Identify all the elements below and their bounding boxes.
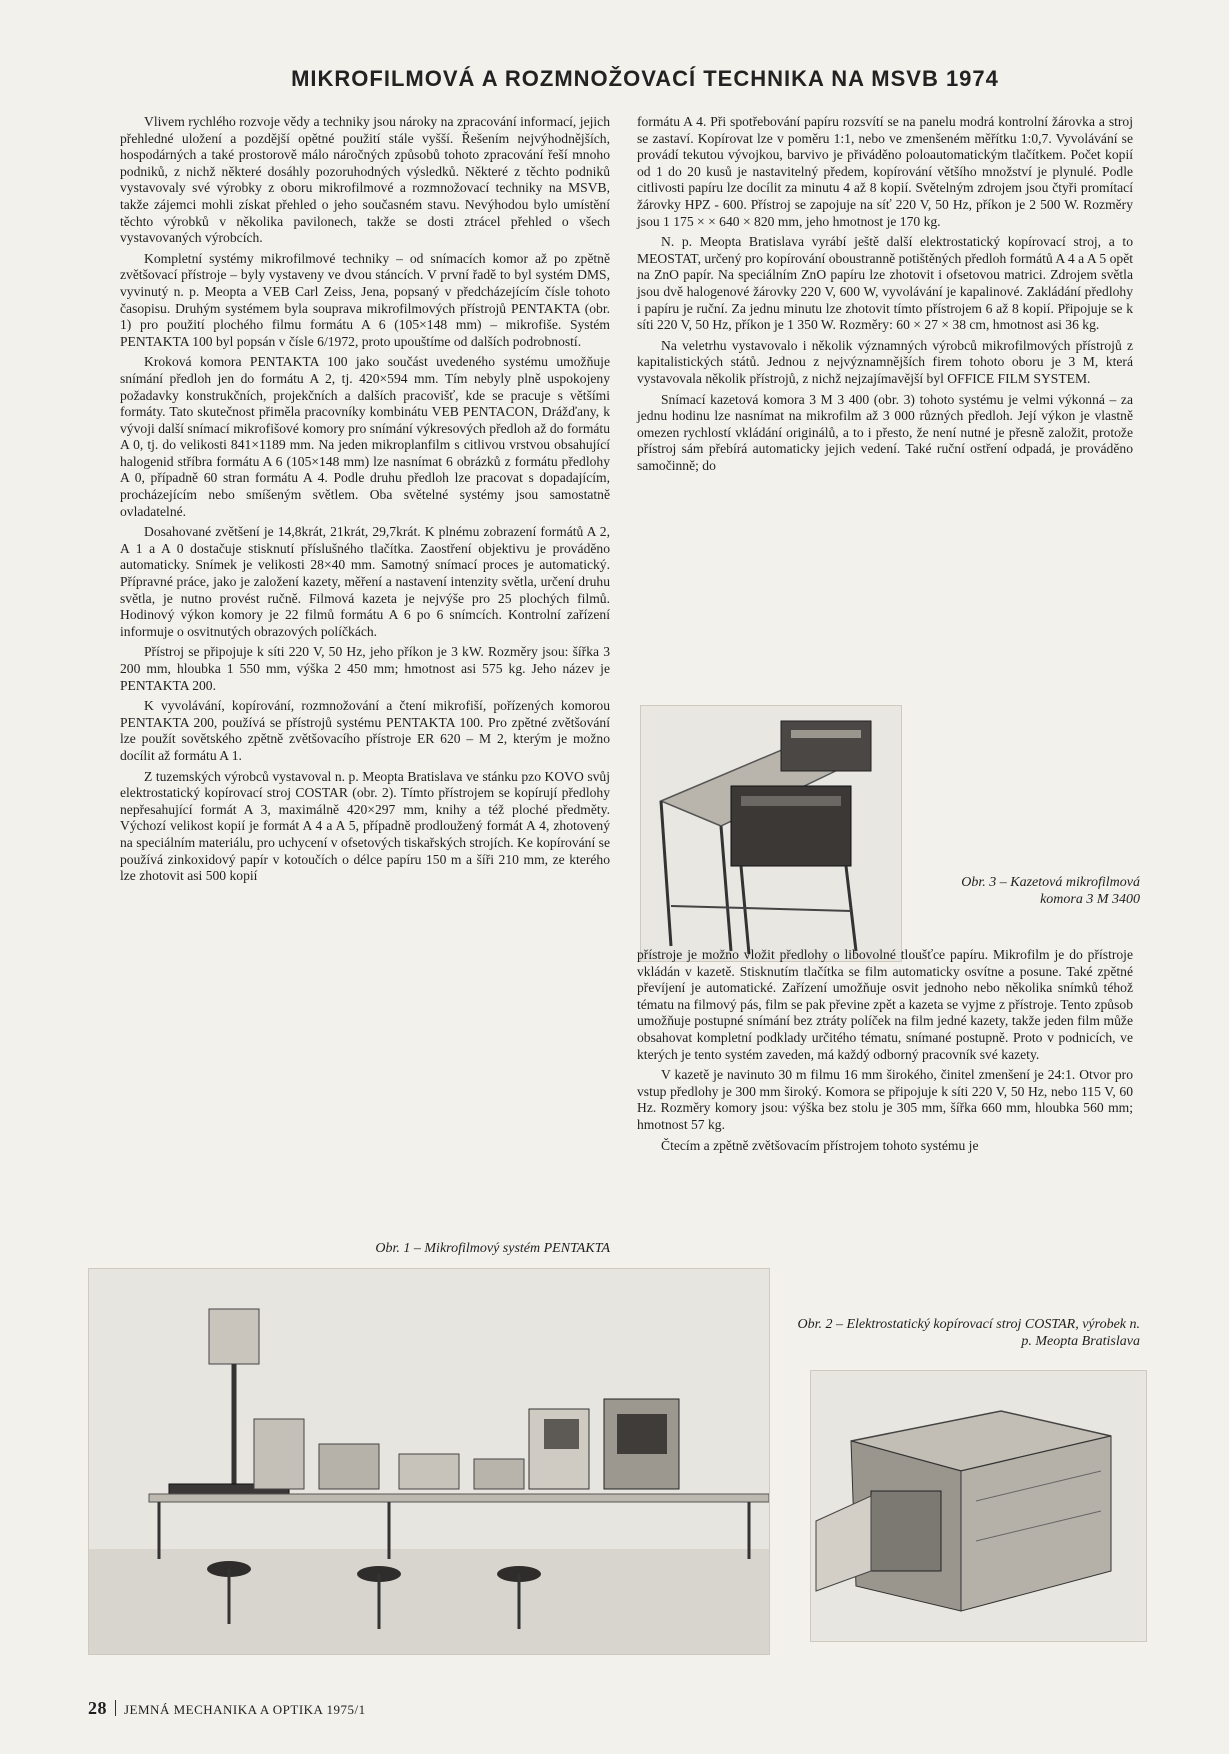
paragraph: Z tuzemských výrobců vystavoval n. p. Meopta Bratislava ve stánku pzo KOVO svůj elektrostatický kopírovací stroj COSTAR (obr. 2). Tímto přístrojem se kopírují předlohy nepřesahující formát A 3, maximálně 420×297 mm, knihy a též ploché předměty. Výchozí velikost kopií je formát A 4 a A 5, případně prodloužený formát A 4, zhotovený na speciálním materiálu, pro uchycení v ofsetových tiskařských strojích. Ke kopírování se používá zinkoxidový papír v kotoučích o délce papíru 150 m a šíři 210 mm, ze kterého lze zhotovit asi 500 kopií (120, 768, 610, 884)
right-column-top (637, 114, 1133, 478)
paragraph: Čtecím a zpětně zvětšovacím přístrojem tohoto systému je (661, 1137, 979, 1153)
left-column (120, 114, 610, 889)
figure-1-photo (88, 1268, 770, 1655)
paragraph: V kazetě je navinuto 30 m filmu 16 mm širokého, činitel zmenšení je 24:1. Otvor pro vstup předlohy je 300 mm široký. Komora se připojuje k síti 220 V, 50 Hz, nebo 115 V, 60 Hz. Rozměry komory jsou: výška bez stolu je 305 mm, šířka 660 mm, hloubka 560 mm; hmotnost 57 kg. (637, 1067, 1133, 1132)
paragraph: Dosahované zvětšení je 14,8krát, 21krát, 29,7krát. K plnému zobrazení formátů A 2, A 1 a A 0 dostačuje stisknutí příslušného tlačítka. Zaostření objektivu je prováděno automaticky. Snímek je velikosti 28×40 mm. Samotný snímací proces je automatický. Přípravné práce, jako je založení kazety, měření a nastavení intenzity světla, určení druhu světla, je nutno provést ručně. Filmová kazeta je nejvýše pro 25 plochých filmů. Hodinový výkon komory je 22 filmů formátu A 6 po 6 snímcích. Kontrolní zařízení informuje o osvitnutých obrazových políčkách. (120, 524, 610, 639)
paragraph: K vyvolávání, kopírování, rozmnožování a čtení mikrofiší, pořízených komorou PENTAKTA 200, používá se přístrojů systému PENTAKTA 100. Pro zpětné zvětšování lze použít sovětského zpětně zvětšovacího přístroje ER 620 – M 2, kterým je možno docílit až formátu A 1. (120, 698, 610, 763)
page-footer (88, 1698, 366, 1719)
figure-2-photo (810, 1370, 1147, 1642)
footer-divider (115, 1700, 116, 1716)
paragraph: Přístroj se připojuje k síti 220 V, 50 Hz, jeho příkon je 3 kW. Rozměry jsou: šířka 3 200 mm, hloubka 1 550 mm, výška 2 450 mm; hmotnost asi 575 kg. Jeho název je PENTAKTA 200. (120, 644, 610, 693)
right-column-middle (637, 947, 1133, 1158)
paragraph: Kompletní systémy mikrofilmové techniky – od snímacích komor až po zpětně zvětšovací přístroje – byly vystaveny ve dvou stáncích. V první řadě to byl systém DMS, vyvinutý n. p. Meopta a VEB Carl Zeiss, Jena, popsaný v předcházejícím čísle tohoto časopisu. Druhým systémem byla souprava mikrofilmových přístrojů PENTAKTA (obr. 1) pro použití plochého filmu formátu A 6 (105×148 mm) – mikrofiše. Systém PENTAKTA 100 byl popsán v čísle 6/1972, proto upouštíme od dalších podrobností. (120, 250, 610, 349)
paragraph: Na veletrhu vystavovalo i několik významných výrobců mikrofilmových přístrojů z kapitalistických států. Jednou z nejvýznamnějších firem tohoto oboru je 3 M, která vystavovala několik přístrojů, z nichž nejzajímavější byl OFFICE FILM SYSTEM. (637, 337, 1133, 386)
paragraph: formátu A 4. Při spotřebování papíru rozsvítí se na panelu modrá kontrolní žárovka a stroj se zastaví. Kopírovat lze v poměru 1:1, nebo ve zmenšeném měřítku 1:0,7. Vyvolávání se provádí tekutou vývojkou, barvivo je přiváděno poloautomatickým tlačítkem. Počet kopií od 1 do 20 kusů je nastavitelný předem, kopírování většího množství je plynulé. Podle citlivosti papíru lze docílit za minutu 4 až 8 kopií. Světelným zdrojem jsou čtyři promítací žárovky HPZ - 600. Přístroj se zapojuje na síť 220 V, 50 Hz, příkon je 2 500 W. Rozměry jsou 1 175 × × 640 × 820 mm, jeho hmotnost je 170 kg. (637, 114, 1133, 229)
paragraph: přístroje je možno vložit předlohy o libovolné tloušťce papíru. Mikrofilm je do přístroje vkládán v kazetě. Stisknutím tlačítka se film automaticky osvítne a posune. Také zpětné převíjení je automatické. Zařízení umožňuje osvit jednoho nebo několika snímků téhož tématu na filmový pás, film se pak převine zpět a kazeta se vyjme z přístroje. Tento způsob umožňuje postupné snímání bez ztráty políček na film jedné kazety, takže jeden film může obsahovat kompletní podklady určitého tématu, snímané postupně. Proto v podnicích, ve kterých je tento systém zaveden, má každý odborný pracovník své kazety. (637, 947, 1133, 1062)
figure-3-caption: Obr. 3 – Kazetová mikrofilmová komora 3 M 3400 (961, 875, 1140, 907)
journal-name: JEMNÁ MECHANIKA A OPTIKA 1975/1 (124, 1702, 366, 1717)
page-number: 28 (88, 1698, 107, 1718)
figure-3-photo (640, 705, 902, 962)
paragraph: Vlivem rychlého rozvoje vědy a techniky jsou nároky na zpracování informací, jejich přehledné uložení a pozdější opětné použití stále vyšší. Řešením nejvýhodnějších, hospodárných a také prostorově málo náročných způsobů tohoto zpracování řeší mnoho podniků, z nichž některé dosáhly pozoruhodných výsledků. Některé z těchto podniků vystavovaly své výrobky z oboru mikrofilmové a rozmnožovací techniky na MSVB, takže zájemci mohli získat přehled o jeho současném stavu. Nevýhodou bylo umístění těchto výrobků v několika pavilonech, takže se dosti ztrácel přehled o všech vystavovaných výrobcích. (120, 114, 610, 246)
paragraph: Kroková komora PENTAKTA 100 jako součást uvedeného systému umožňuje snímání předloh jen do formátu A 2, tj. 420×594 mm. Tím nebyly plně uspokojeny požadavky konstrukčních, projekčních a dalších pracovišť, kde se pracuje s většími formáty. Tato skutečnost přiměla pracovníky kombinátu VEB PENTACON, Drážďany, k vývoji další snímací mikrofišové komory pro snímání výkresových předloh až do formátu A 0, tj. do velikosti 841×1189 mm. Na jeden mikroplanfilm s citlivou vrstvou obsahující halogenid stříbra formátu A 6 (105×148 mm) lze nasnímat 6 obrázků z formátu předlohy A 0, případně 60 stran formátu A 4. Podle druhu předloh lze pracovat s dopadajícím, procházejícím nebo smíšeným světlem. Oba světelné systémy jsou samostatně ovladatelné. (120, 354, 610, 519)
article-title: MIKROFILMOVÁ A ROZMNOŽOVACÍ TECHNIKA NA MSVB 1974 (291, 66, 999, 91)
figure-1-caption: Obr. 1 – Mikrofilmový systém PENTAKTA (375, 1241, 610, 1256)
paragraph: N. p. Meopta Bratislava vyrábí ještě další elektrostatický kopírovací stroj, a to MEOSTAT, určený pro kopírování oboustranně potištěných předloh formátů A 4 a A 5 opět na ZnO papír. Na speciálním ZnO papíru lze zhotovit i ofsetovou matrici. Zdrojem světla jsou dvě halogenové žárovky 220 V, 600 W, vyvolávání je kapalinové. Zakládání předlohy i papíru je ruční. Za jednu minutu lze zhotovit tímto přístrojem 6 až 8 kopií. Připojuje se k síti 220 V, 50 Hz, příkon je 1 350 W. Rozměry: 60 × 27 × 38 cm, hmotnost asi 36 kg. (637, 234, 1133, 333)
figure-2-caption: Obr. 2 – Elektrostatický kopírovací stroj COSTAR, výrobek n. p. Meopta Bratislava (797, 1317, 1140, 1349)
paragraph: Snímací kazetová komora 3 M 3 400 (obr. 3) tohoto systému je velmi výkonná – za jednu hodinu lze nasnímat na mikrofilm až 3 000 různých předloh. Její výkon je vlastně omezen rychlostí vkládání originálů, a to i přesto, že není nutné je přesně založit, protože přístroj sám přebírá automaticky jejich vedení. Také ruční ostření odpadá, je prováděno samočinně; do (637, 391, 1133, 473)
